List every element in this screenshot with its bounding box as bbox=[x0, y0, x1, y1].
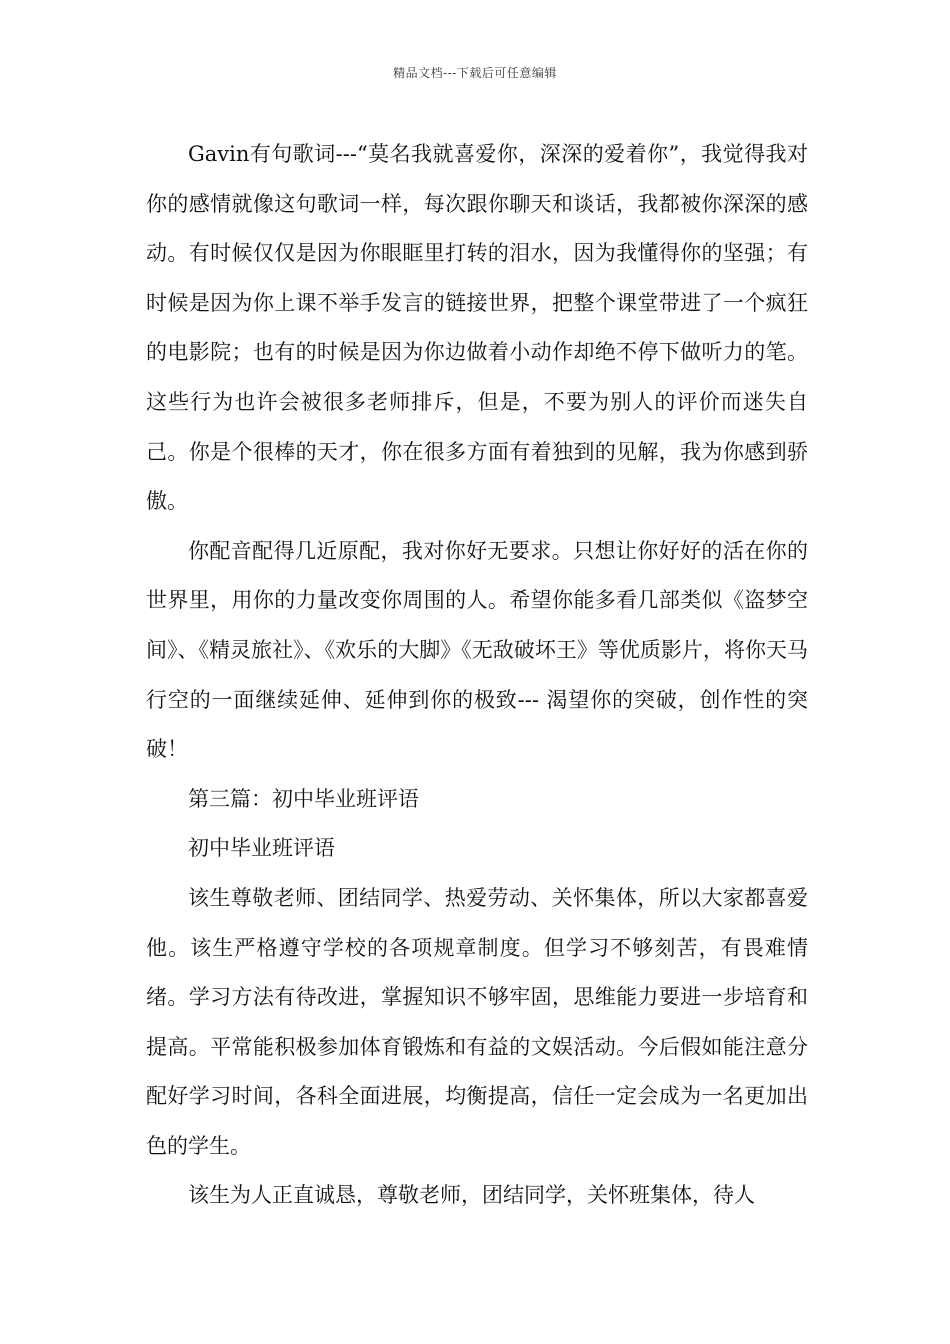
section-heading: 第三篇：初中毕业班评语 bbox=[188, 786, 419, 811]
page-header: 精品文档---下载后可任意编辑 bbox=[393, 66, 557, 80]
paragraph-comment-2: 该生为人正直诚恳，尊敬老师，团结同学，关怀班集体，待人 bbox=[188, 1183, 755, 1208]
document-body bbox=[146, 130, 808, 1221]
paragraph-dubbing: 你配音配得几近原配，我对你好无要求。只想让你好好的活在你的世界里，用你的力量改变你周围的人。希望你能多看几部类似《盗梦空间》、《精灵旅社》、《欢乐的大脚》《无敌破坏王》等优质影片，将你天马行空的一面继续延伸、延伸到你的极致--- 渴望你的突破，创作性的突破！ bbox=[146, 538, 808, 762]
paragraph-gavin-lyrics: Gavin有句歌词---“莫名我就喜爱你，深深的爱着你”，我觉得我对你的感情就像这句歌词一样，每次跟你聊天和谈话，我都被你深深的感动。有时候仅仅是因为你眼眶里打转的泪水，因为我懂得你的坚强；有时候是因为你上课不举手发言的链接世界，把整个课堂带进了一个疯狂的电影院；也有的时候是因为你边做着小动作却绝不停下做听力的笔。这些行为也许会被很多老师排斥，但是，不要为别人的评价而迷失自己。你是个很棒的天才，你在很多方面有着独到的见解，我为你感到骄傲。 bbox=[146, 142, 808, 514]
paragraph-comment-1: 该生尊敬老师、团结同学、热爱劳动、关怀集体，所以大家都喜爱他。该生严格遵守学校的各项规章制度。但学习不够刻苦，有畏难情绪。学习方法有待改进，掌握知识不够牢固，思维能力要进一步培育和提高。平常能积极参加体育锻炼和有益的文娱活动。今后假如能注意分配好学习时间，各科全面进展，均衡提高，信任一定会成为一名更加出色的学生。 bbox=[146, 885, 808, 1158]
section-subheading: 初中毕业班评语 bbox=[188, 836, 335, 861]
